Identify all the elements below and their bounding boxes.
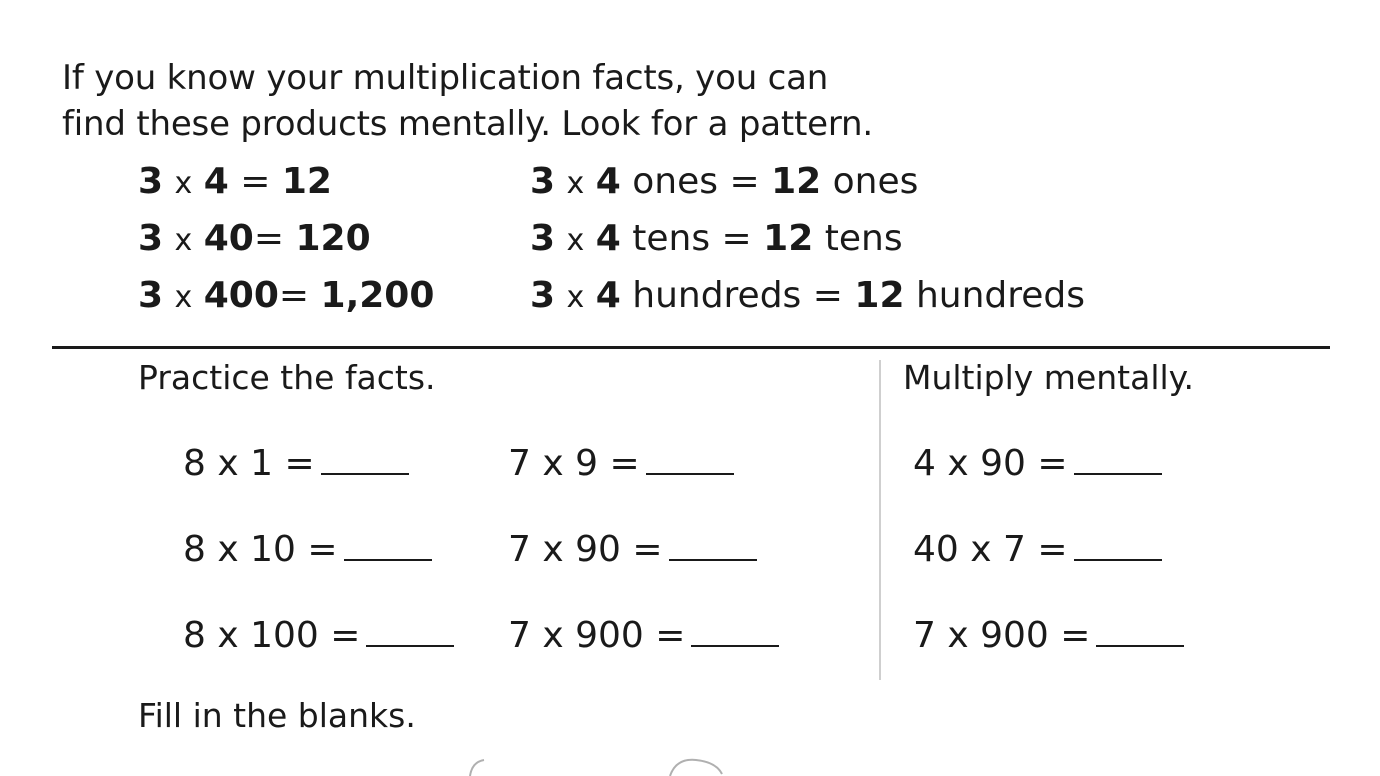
answer-blank[interactable]	[321, 445, 409, 475]
equals-sign: =	[253, 218, 285, 259]
practice-problem	[183, 616, 454, 656]
example-right-row	[530, 219, 903, 261]
times-sign: x	[566, 280, 585, 315]
times-sign: x	[174, 166, 193, 201]
answer-blank[interactable]	[1096, 617, 1184, 647]
factor-b: 4	[595, 161, 621, 202]
times-sign: x	[566, 223, 585, 258]
problem-text: 7 x 900 =	[508, 615, 686, 656]
factor-a: 3	[138, 275, 164, 316]
mental-problem	[913, 444, 1162, 484]
column-divider	[879, 360, 881, 680]
answer-blank[interactable]	[691, 617, 779, 647]
example-left-row	[138, 219, 371, 261]
answer-blank[interactable]	[1074, 531, 1162, 561]
factor-a: 3	[530, 161, 556, 202]
times-sign: x	[174, 223, 193, 258]
factor-a: 3	[530, 218, 556, 259]
product: 12	[771, 161, 822, 202]
practice-problem	[183, 444, 409, 484]
intro-line-1: If you know your multiplication facts, you can	[62, 58, 829, 98]
answer-blank[interactable]	[669, 531, 757, 561]
product: 12	[763, 218, 814, 259]
unit: ones	[632, 161, 718, 202]
factor-a: 3	[138, 161, 164, 202]
example-left-row	[138, 276, 434, 318]
answer-blank[interactable]	[366, 617, 454, 647]
example-right-row	[530, 276, 1085, 318]
equals-sign: =	[812, 275, 843, 316]
unit: hundreds	[632, 275, 802, 316]
mental-problem	[913, 530, 1162, 570]
problem-text: 8 x 100 =	[183, 615, 361, 656]
factor-b: 400	[203, 275, 279, 316]
mental-title: Multiply mentally.	[903, 358, 1194, 397]
product-unit: tens	[824, 218, 903, 259]
answer-blank[interactable]	[1074, 445, 1162, 475]
problem-text: 40 x 7 =	[913, 529, 1068, 570]
answer-blank[interactable]	[344, 531, 432, 561]
problem-text: 7 x 900 =	[913, 615, 1091, 656]
practice-problem	[508, 616, 779, 656]
intro-line-2: find these products mentally. Look for a pattern.	[62, 104, 873, 144]
factor-b: 4	[595, 218, 621, 259]
equals-sign: =	[729, 161, 760, 202]
problem-text: 7 x 90 =	[508, 529, 663, 570]
product: 1,200	[320, 275, 435, 316]
problem-text: 4 x 90 =	[913, 443, 1068, 484]
product: 12	[854, 275, 905, 316]
section-divider	[52, 346, 1330, 349]
example-right-row	[530, 162, 918, 204]
problem-text: 8 x 10 =	[183, 529, 338, 570]
factor-b: 40	[203, 218, 254, 259]
product: 120	[295, 218, 371, 259]
product-unit: hundreds	[915, 275, 1086, 316]
factor-b: 4	[203, 161, 229, 202]
practice-problem	[508, 444, 734, 484]
mental-problem	[913, 616, 1184, 656]
factor-a: 3	[530, 275, 556, 316]
practice-problem	[183, 530, 432, 570]
practice-title: Practice the facts.	[138, 358, 436, 397]
product-unit: ones	[832, 161, 919, 202]
fill-title: Fill in the blanks.	[138, 696, 416, 735]
unit: tens	[632, 218, 711, 259]
equals-sign: =	[240, 161, 271, 202]
answer-blank[interactable]	[646, 445, 734, 475]
times-sign: x	[566, 166, 585, 201]
equals-sign: =	[721, 218, 752, 259]
problem-text: 8 x 1 =	[183, 443, 315, 484]
practice-problem	[508, 530, 757, 570]
example-left-row	[138, 162, 332, 204]
handwriting-fragment	[440, 748, 740, 776]
equals-sign: =	[278, 275, 310, 316]
product: 12	[281, 161, 332, 202]
problem-text: 7 x 9 =	[508, 443, 640, 484]
times-sign: x	[174, 280, 193, 315]
factor-b: 4	[595, 275, 621, 316]
factor-a: 3	[138, 218, 164, 259]
